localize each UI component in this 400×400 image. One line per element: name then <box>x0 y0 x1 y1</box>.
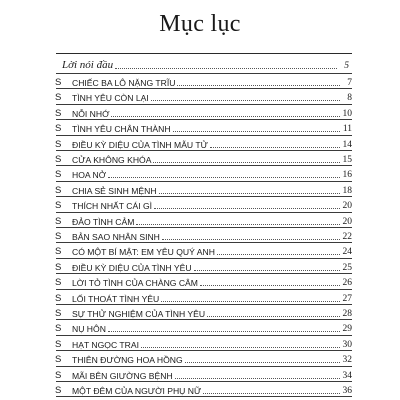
toc-bullet: S <box>55 231 62 242</box>
toc-bullet: S <box>55 354 62 366</box>
toc-entry-title: BẢN SAO NHÂN SINH <box>72 232 160 242</box>
toc-bullet: S <box>55 338 62 350</box>
toc-page-number: 32 <box>342 355 352 366</box>
toc-entry-title: HOA NỞ <box>72 170 107 181</box>
toc-bullet: S <box>55 169 62 181</box>
toc-entry-title: LỐI THOÁT TÌNH YÊU <box>72 293 160 304</box>
toc-bullet: S <box>55 77 62 88</box>
toc-page-number: 11 <box>342 124 352 135</box>
page-title: Mục lục <box>159 11 241 37</box>
toc-page-number: 29 <box>342 324 352 335</box>
toc-page-number: 10 <box>342 108 352 119</box>
toc-page-number: 36 <box>342 386 352 396</box>
toc-bullet: S <box>55 138 62 150</box>
toc-entry-title: CÓ MỘT BÍ MẬT: EM YÊU QUÝ ANH <box>72 247 215 258</box>
toc-bullet: S <box>55 184 62 196</box>
toc-page-number: 25 <box>342 262 352 273</box>
toc-page-number: 27 <box>342 293 352 304</box>
toc-page-number: 15 <box>342 155 352 165</box>
toc-entry-title: THIÊN ĐƯỜNG HOA HỒNG <box>72 355 183 366</box>
toc-bullet: S <box>55 215 62 227</box>
toc-entry-title: ĐIỀU KỲ DIỆU CỦA TÌNH MẪU TỬ <box>72 139 208 150</box>
toc-page-number: 18 <box>342 185 352 196</box>
toc-entry <box>55 379 352 396</box>
toc-dot-leader <box>203 393 340 394</box>
toc-bullet: S <box>55 246 62 258</box>
toc-entry-title: CỬA KHÔNG KHÓA <box>72 155 152 165</box>
toc-page-number: 30 <box>342 339 352 350</box>
toc-entry-title: TÌNH YÊU CÒN LẠI <box>72 93 149 104</box>
toc-entry-title: HẠT NGỌC TRAI <box>72 339 140 350</box>
toc-page-number: 22 <box>342 232 352 242</box>
toc-page-number: 14 <box>342 139 352 150</box>
toc-entry-title: LỜI TỎ TÌNH CỦA CHÀNG CÂM <box>72 278 198 289</box>
toc-divider <box>56 396 352 397</box>
toc-page-number: 8 <box>347 93 352 104</box>
toc-bullet: S <box>55 92 62 104</box>
toc-page-number: 28 <box>342 309 352 319</box>
toc-bullet: S <box>55 292 62 304</box>
toc-bullet: S <box>55 107 62 119</box>
toc-page-number: 26 <box>342 278 352 289</box>
toc-bullet: S <box>55 154 62 165</box>
toc-bullet: S <box>55 123 62 135</box>
toc-preface-label: Lời nói đầu <box>62 59 114 71</box>
toc-entry-title: THÍCH NHẤT CÁI GÌ <box>72 201 153 212</box>
toc-page-number: 16 <box>342 170 352 181</box>
toc-entry-title: ĐẢO TÌNH CẢM <box>72 216 135 227</box>
toc-bullet: S <box>55 200 62 212</box>
toc-entry-title: NỖI NHỚ <box>72 108 110 119</box>
toc-bullet: S <box>55 385 62 396</box>
toc-page-number: 20 <box>342 216 352 227</box>
toc-page-number: 20 <box>342 201 352 212</box>
toc-bullet: S <box>55 369 62 381</box>
toc-page-number: 7 <box>347 78 352 88</box>
toc-bullet: S <box>55 277 62 289</box>
toc-bullet: S <box>55 308 62 319</box>
toc-entry-title: TÌNH YÊU CHÂN THÀNH <box>72 124 171 135</box>
toc-bullet: S <box>55 261 62 273</box>
table-of-contents <box>56 53 352 54</box>
toc-page-number: 34 <box>342 370 352 381</box>
toc-entry-title: NỤ HÔN <box>72 324 106 335</box>
toc-page-number: 5 <box>344 61 349 71</box>
toc-bullet: S <box>55 323 62 335</box>
toc-page-number: 24 <box>342 247 352 258</box>
toc-entry-title: MỘT ĐÊM CỦA NGƯỜI PHỤ NỮ <box>72 386 202 396</box>
toc-entry-title: CHIẾC BA LÔ NẶNG TRĨU <box>72 78 176 88</box>
toc-preface-row <box>62 57 349 71</box>
toc-entry-title: SỰ THỬ NGHIỆM CỦA TÌNH YÊU <box>72 309 206 319</box>
toc-entry-title: CHIA SẺ SINH MỆNH <box>72 185 157 196</box>
toc-dot-leader <box>115 68 337 69</box>
toc-entry-title: MÃI BÊN GIƯỜNG BỆNH <box>72 370 173 381</box>
toc-entry-title: ĐIỀU KỲ DIỆU CỦA TÌNH YÊU <box>72 262 192 273</box>
